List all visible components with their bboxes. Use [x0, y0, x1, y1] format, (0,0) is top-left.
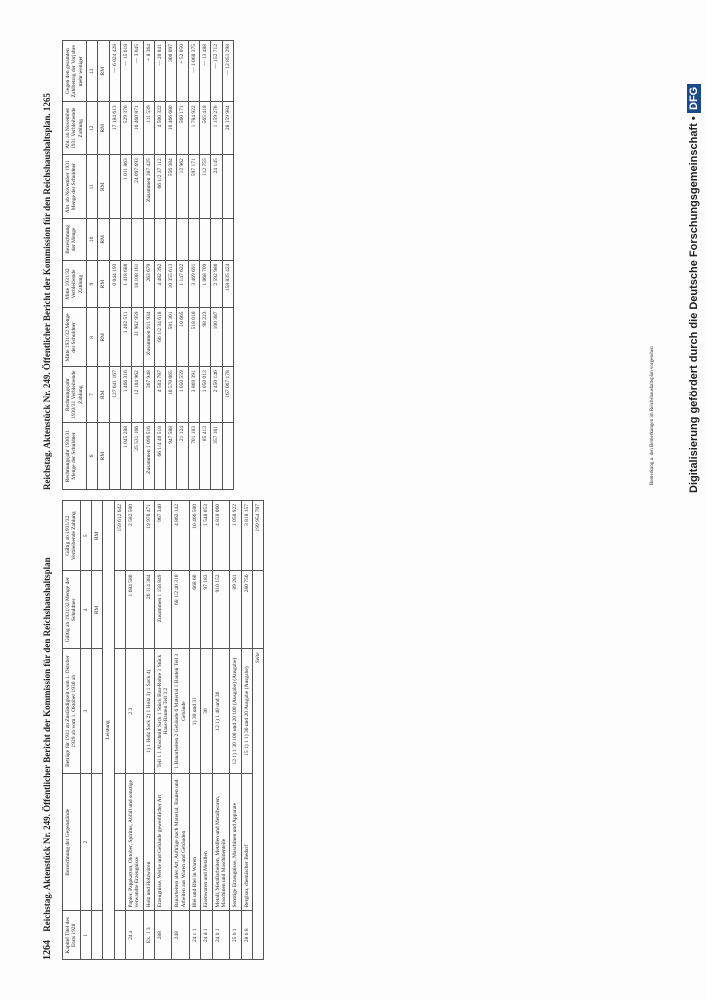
value-cell — [132, 219, 143, 260]
right-table-column-numbers — [86, 41, 97, 490]
value-cell: 12 962 — [177, 155, 188, 219]
value-cell — [211, 219, 222, 260]
value-cell: — 152 712 — [211, 41, 222, 102]
value-cell: 111 539 — [143, 102, 154, 155]
value-cell: 10 665 — [177, 308, 188, 367]
column-unit: RM — [98, 102, 109, 155]
description-cell: Papier, Pappkarton, Oktober, Spiritus, Abfall und sonstige verwandte Erzeugnisse — [125, 773, 143, 911]
table-row — [212, 501, 230, 960]
footnote: Bemerkung u. den Bemerkungen im Reichshaushaltsplan vorgesehen — [650, 346, 655, 485]
column-header: Abt. ab November 1931 Verbleibende Zahlung — [63, 102, 87, 155]
value-cell: 3 869 391 — [188, 367, 199, 423]
amount-cell: 4 862 142 — [172, 501, 190, 571]
value-cell: 1 050 013 — [200, 367, 211, 423]
column-unit — [91, 649, 102, 774]
column-unit: RM — [98, 41, 109, 102]
description-cell: Bauarbeiten aller Art, Aufträge nach Material, Bauten und Arbeiten aus Waren und Gebäuden — [172, 773, 190, 911]
dfg-funding-stamp — [687, 80, 701, 493]
kapitel-cell: 28 b 8 — [241, 911, 252, 960]
kapitel-cell — [114, 911, 125, 960]
quantity-cell: 668 60 — [190, 571, 201, 649]
page-number: 1264 — [42, 940, 53, 960]
left-table-summary-row — [252, 501, 263, 960]
value-cell: 565 418 — [200, 102, 211, 155]
value-cell — [109, 155, 120, 219]
amount-cell: 1 548 053 — [201, 501, 212, 571]
description-cell: Bergbau, chemischer Bedarf — [241, 773, 252, 911]
table-row — [190, 501, 201, 960]
summary-cell — [222, 308, 233, 367]
value-cell: 1 418 688 — [120, 260, 131, 308]
column-unit — [91, 773, 102, 911]
table-row — [154, 501, 172, 960]
value-cell — [109, 308, 120, 367]
value-cell: + 52 050 — [177, 41, 188, 102]
value-cell: 947 588 — [166, 423, 177, 490]
amount-cell: 19 978 471 — [143, 501, 154, 571]
column-number: 12 — [86, 102, 97, 155]
rate-cell: 12 1) 1 40 und 30 — [212, 649, 230, 774]
column-header: Mitte 1931/32 Menge der Schuldner — [63, 308, 87, 367]
table-row — [211, 41, 222, 490]
table-row — [114, 501, 125, 960]
rate-cell: 2 3 — [125, 649, 143, 774]
value-cell: 560 171 — [177, 102, 188, 155]
description-cell: Metall, Metallarbeiten, Metallen und Metallwaren, Maschinen und Maschinenteile — [212, 773, 230, 911]
value-cell — [188, 219, 199, 260]
column-number: 4 — [80, 571, 91, 649]
left-table-column-numbers — [80, 501, 91, 960]
value-cell: — 15 618 — [120, 41, 131, 102]
value-cell — [154, 219, 165, 260]
value-cell: 12 104 962 — [132, 367, 143, 423]
column-header: Beträge für 1931 zu Zuständigkeit vom 1. Oktober 1929 ab vom 1. Oktober 1930 ab — [63, 649, 81, 774]
value-cell: — 6 024 428 — [109, 41, 120, 102]
amount-cell: 2 582 500 — [125, 501, 143, 571]
quantity-cell — [114, 571, 125, 649]
quantity-cell: 89 281 — [230, 571, 241, 649]
amount-cell: 10 466 500 — [190, 501, 201, 571]
value-cell: 98 223 — [200, 308, 211, 367]
value-cell: 581 301 — [166, 308, 177, 367]
value-cell: 2 592 980 — [211, 260, 222, 308]
column-number: 9 — [86, 260, 97, 308]
column-header: Mitte 1931/32 Verbleibende Zahlung — [63, 260, 87, 308]
column-unit: RM — [98, 260, 109, 308]
table-row — [188, 41, 199, 490]
column-unit — [91, 911, 102, 960]
table-row — [166, 41, 177, 490]
column-header: Abt. ab November 1931 Menge der Schuldner — [63, 155, 87, 219]
dfg-logo: DFG — [687, 84, 701, 113]
column-header: Bezeichnung der Gegenstände — [63, 773, 81, 911]
column-number: 1 — [80, 911, 91, 960]
summary-cell: 28 159 984 — [222, 102, 233, 155]
column-unit: RM — [98, 423, 109, 490]
kapitel-cell: 288 — [154, 911, 172, 960]
column-number: 6 — [86, 423, 97, 490]
kapitel-cell: 24 d 1 — [201, 911, 212, 960]
quantity-cell: 910 152 — [212, 571, 230, 649]
value-cell: 127 641 167 — [109, 367, 120, 423]
value-cell — [109, 219, 120, 260]
right-page-header: Reichstag. Aktenstück Nr. 249. Öffentlicher Bericht der Kommission für den Reichshaushaltsplan. 1265 — [42, 93, 52, 490]
table-row — [143, 41, 154, 490]
rate-cell: 15 1) 1 1) 30 und 20 Ausgabe (Ausgabe) — [241, 649, 252, 774]
table-row — [132, 41, 143, 490]
summary-empty-cell — [252, 571, 263, 649]
value-cell: Zusammen 1 099 516 — [143, 423, 154, 490]
right-table-body — [109, 41, 222, 490]
column-number: 11 — [86, 155, 97, 219]
value-cell: 66 1/2 37 112 — [154, 155, 165, 219]
column-unit: RM — [98, 308, 109, 367]
stamp-text: Digitalisierung gefördert durch die Deutsche Forschungsgemeinschaft • — [688, 116, 700, 493]
left-table-header-row — [63, 501, 81, 960]
amount-cell: 4 818 060 — [212, 501, 230, 571]
description-cell: Blei und Blei in Waren — [190, 773, 201, 911]
kapitel-cell: Ex. 1 3 — [143, 911, 154, 960]
value-cell: 367 948 — [143, 367, 154, 423]
column-header: Gegen den gesamten Zahlbetrag der Vorjahre mehr weniger — [63, 41, 87, 102]
value-cell: 1 068 709 — [200, 260, 211, 308]
value-cell: 85 413 — [200, 423, 211, 490]
description-cell: Holz und Holzwaren — [143, 773, 154, 911]
table-row — [230, 501, 241, 960]
column-number: 13 — [86, 41, 97, 102]
column-unit: RM — [98, 219, 109, 260]
column-number: 2 — [80, 773, 91, 911]
amount-cell: 1 058 922 — [230, 501, 241, 571]
value-cell: 3 469 691 — [188, 260, 199, 308]
rate-cell: 30 — [201, 649, 212, 774]
value-cell: 10 460 871 — [132, 102, 143, 155]
column-unit: RM — [91, 501, 102, 571]
column-number: 7 — [86, 367, 97, 423]
left-table-units-row — [91, 501, 102, 960]
value-cell: 1 466 316 — [120, 367, 131, 423]
quantity-cell: 280 756 — [241, 571, 252, 649]
value-cell: + 8 364 — [143, 41, 154, 102]
column-number: 10 — [86, 219, 97, 260]
value-cell — [143, 219, 154, 260]
value-cell: 1 147 622 — [177, 260, 188, 308]
column-header: Bezeichnung der Menge — [63, 219, 87, 260]
value-cell: Zusammen 387 425 — [143, 155, 154, 219]
value-cell: 10 570 065 — [166, 367, 177, 423]
column-header: Rechnungsjahr 1930/31 Verbleibende Zahlung — [63, 367, 87, 423]
quantity-cell: 26 114 384 — [143, 571, 154, 649]
rate-cell: 12 1) 1 30 100 und 20 100 (Ausgabe) (Ausgabe) — [230, 649, 241, 774]
description-cell: Sonstige Erzeugnisse, Maschinen und Apparate — [230, 773, 241, 911]
left-table — [62, 500, 264, 960]
summary-label: Seite — [252, 649, 263, 960]
left-page-title: Reichstag. Aktenstück Nr. 249. Öffentlicher Bericht der Kommission für den Reichshaushaltsplan — [42, 557, 52, 932]
value-cell: 300 097 — [166, 41, 177, 102]
value-cell: Zusammen 911 934 — [143, 308, 154, 367]
value-cell: 4 482 392 — [154, 260, 165, 308]
summary-cell: 167 067 178 — [222, 367, 233, 423]
column-unit: RM — [91, 571, 102, 649]
column-header: Gültig ab 1931/32 Verbleibende Zahlung — [63, 501, 81, 571]
value-cell: 1 402 511 — [120, 308, 131, 367]
value-cell — [177, 219, 188, 260]
column-number: 3 — [80, 649, 91, 774]
description-cell — [114, 773, 125, 911]
value-cell: 112 755 — [200, 155, 211, 219]
kapitel-cell: 25 b 1 — [230, 911, 241, 960]
quantity-cell: 1 684 580 — [125, 571, 143, 649]
value-cell: 100 387 — [211, 308, 222, 367]
section-label-row — [103, 501, 114, 960]
kapitel-cell: 248 — [172, 911, 190, 960]
table-row — [143, 501, 154, 960]
column-unit: RM — [98, 367, 109, 423]
rotated-content — [40, 40, 680, 960]
column-header: Rechnungsjahr 1930/31 Menge der Schuldner — [63, 423, 87, 490]
quantity-cell: 68 1/2 40 310 — [172, 571, 190, 649]
value-cell: 10 466 680 — [166, 102, 177, 155]
quantity-cell: 97 183 — [201, 571, 212, 649]
value-cell: 24 097 693 — [132, 155, 143, 219]
right-table-units-row — [98, 41, 109, 490]
amount-cell: 967 340 — [154, 501, 172, 571]
value-cell: 701 183 — [188, 423, 199, 490]
value-cell — [200, 219, 211, 260]
value-cell — [109, 423, 120, 490]
column-header: Kapitel Titel des Etats 1928 — [63, 911, 81, 960]
left-page-header — [42, 557, 53, 960]
value-cell: 1 045 288 — [120, 423, 131, 490]
value-cell: 263 679 — [143, 260, 154, 308]
value-cell: 0 044 193 — [109, 260, 120, 308]
value-cell: 1 011 863 — [120, 155, 131, 219]
column-number: 5 — [80, 501, 91, 571]
value-cell: 21 124 — [177, 423, 188, 490]
table-row — [200, 41, 211, 490]
value-cell: 357 161 — [211, 423, 222, 490]
table-row — [177, 41, 188, 490]
table-row — [241, 501, 252, 960]
value-cell: 1 159 278 — [211, 102, 222, 155]
value-cell: — 3 645 — [132, 41, 143, 102]
summary-total: 199 954 707 — [252, 501, 263, 571]
summary-cell — [222, 155, 233, 219]
value-cell: 66 1/2 34 618 — [154, 308, 165, 367]
kapitel-cell: 24 b 1 — [212, 911, 230, 960]
summary-cell: — 12 851 298 — [222, 41, 233, 102]
summary-cell: 158 835 424 — [222, 260, 233, 308]
description-cell: Erzeugnisse, Werke und Gebäude gewerblicher Art — [154, 773, 172, 911]
value-cell: 4 500 322 — [154, 102, 165, 155]
value-cell: — 13 488 — [200, 41, 211, 102]
value-cell: — 1 068 375 — [188, 41, 199, 102]
value-cell: 1 050 559 — [177, 367, 188, 423]
value-cell: 18 108 161 — [132, 260, 143, 308]
table-row — [125, 501, 143, 960]
quantity-cell: Zusammen 1 158 849 — [154, 571, 172, 649]
table-row — [201, 501, 212, 960]
right-table-summary-row — [222, 41, 233, 490]
table-row — [109, 41, 120, 490]
kapitel-cell: 24 c 1 — [190, 911, 201, 960]
rate-cell: 1 Bauarbeiten 2 Gebäude 6 Material 1 Bauten Teil 3 Gebäude — [172, 649, 190, 774]
value-cell — [120, 219, 131, 260]
value-cell: 529 370 — [120, 102, 131, 155]
left-table-body — [103, 501, 253, 960]
column-header: Gültig ab 1931/32 Menge der Schuldner — [63, 571, 81, 649]
value-cell: 17 184 613 — [109, 102, 120, 155]
value-cell: 597 171 — [188, 155, 199, 219]
rate-cell: 1) 30 und 31 — [190, 649, 201, 774]
value-cell: 4 502 787 — [154, 367, 165, 423]
value-cell: 66 1/4 40 518 — [154, 423, 165, 490]
rate-cell — [114, 649, 125, 774]
section-label: Leistung — [103, 501, 114, 960]
table-row — [172, 501, 190, 960]
value-cell: — 20 841 — [154, 41, 165, 102]
value-cell: 10 355 613 — [166, 260, 177, 308]
description-cell: Eisenwaren und Metallen — [201, 773, 212, 911]
rate-cell: 1) 1 Holz Sack 2) 1 Holz 3) 1 Sack 4) — [143, 649, 154, 774]
rate-cell: Teil 1 1 Abschnitt Sack 1 Stück Bau-Rohre 1 Stück Haus-Bauten Teil 3 2 — [154, 649, 172, 774]
amount-cell: 3 818 157 — [241, 501, 252, 571]
value-cell — [166, 219, 177, 260]
right-table-header-row — [63, 41, 87, 490]
summary-cell — [222, 219, 233, 260]
summary-cell — [222, 423, 233, 490]
value-cell: 2 450 146 — [211, 367, 222, 423]
column-number: 8 — [86, 308, 97, 367]
value-cell: 31 962 959 — [132, 308, 143, 367]
value-cell: 25 531 166 — [132, 423, 143, 490]
table-row — [154, 41, 165, 490]
kapitel-cell: 24 a — [125, 911, 143, 960]
table-row — [120, 41, 131, 490]
value-cell: 24 145 — [211, 155, 222, 219]
right-table — [62, 40, 234, 490]
value-cell: 518 010 — [188, 308, 199, 367]
column-unit: RM — [98, 155, 109, 219]
value-cell: 556 384 — [166, 155, 177, 219]
amount-cell: 159 612 642 — [114, 501, 125, 571]
value-cell: 1 784 922 — [188, 102, 199, 155]
